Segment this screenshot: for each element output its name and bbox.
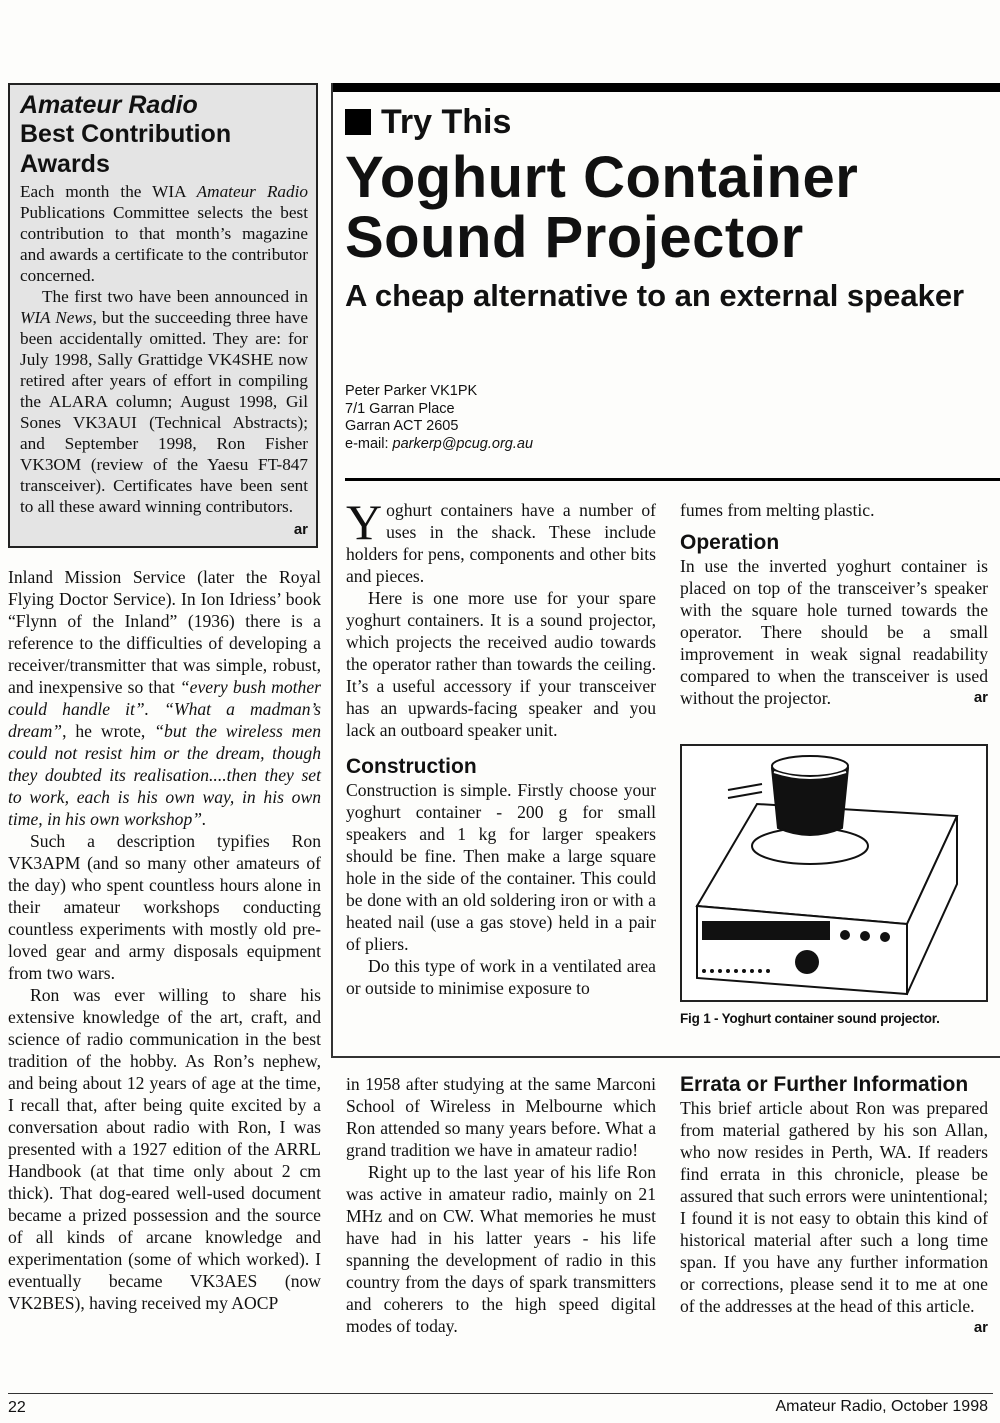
errata-paragraph [680, 1097, 988, 1336]
article-subhead: A cheap alternative to an external speaker [345, 278, 965, 313]
intro-paragraph-2: Here is one more use for your spare yoghurt containers. It is a sound projector, which projects the received audio towards the operator rather than towards the ceiling. It’s a useful accessory if your transceiver has an upwards-facing speaker and you lack an outboard speaker unit. [346, 588, 656, 740]
email-label: e-mail: [345, 435, 393, 452]
left-column [8, 566, 321, 1314]
awards-title-line2: Best Contribution [20, 120, 232, 148]
button-3 [880, 932, 890, 942]
article-byline [345, 383, 533, 453]
awards-p1-emphasis: Amateur Radio [196, 182, 308, 201]
awards-end-mark: ar [293, 521, 308, 538]
awards-paragraph-1 [20, 181, 308, 286]
article-end-mark: ar [973, 689, 988, 706]
container-base [772, 756, 848, 776]
page-number: 22 [8, 1399, 26, 1416]
article-top-rule [333, 83, 1000, 92]
construction-paragraph-2: Do this type of work in a ventilated area or outside to minimise exposure to [346, 956, 656, 998]
article-middle-column [346, 494, 656, 999]
errata-end-mark: ar [973, 1319, 988, 1336]
author-email [345, 436, 533, 454]
left-paragraph-2: Such a description typifies Ron VK3APM (and so many other amateurs of the day) who spent countless hours alone in their amateur workshops conducting countless experiments with mostly old pre-loved gear and army disposals equipment from two wars. [8, 831, 321, 983]
awards-p2-text-a: The first two have been announced in [42, 287, 308, 306]
errata-heading: Errata or Further Information [680, 1073, 969, 1096]
awards-title-line3: Awards [20, 150, 110, 178]
figure-1 [680, 744, 988, 1002]
display-panel [702, 921, 830, 940]
operation-paragraph [680, 555, 988, 709]
sound-line-2 [728, 792, 762, 798]
button-1 [840, 930, 850, 940]
errata-text: This brief article about Ron was prepared from material gathered by his son Allan, who now resides in Perth, WA. If readers find errata in this chronicle, please be assured that such errors were unintentional; I found it is not easy to obtain this kind of historical material after such a long time span. If you have any further information or corrections, please send it to me at one of the addresses at the head of this article. [680, 1098, 988, 1316]
article-border-left [331, 83, 333, 1058]
lower-mid-paragraph-2: Right up to the last year of his life Ron was active in amateur radio, mainly on 21 MHz and on CW. What memories he must have had in his latter years - his life spanning the development of radio in this country from the days of spark transmitters and coherers to the high speed digital modes of today. [346, 1162, 656, 1336]
article-border-bottom [331, 1056, 1000, 1058]
lower-middle-column [346, 1073, 656, 1337]
left-paragraph-1 [8, 566, 321, 830]
awards-p2-text-b: , but the succeeding three have been accidentally omitted. They are: for July 1998, Sally Grattidge VK4SHE now retired after years of effort in compiling the ALARA column; August 1998, Gil Sones VK3AUI (Technical Abstracts); and September 1998, Ron Fisher VK3OM (review of the Yaesu FT-847 transceiver). Certificates have been sent to all these award winning contributors. [20, 308, 308, 516]
awards-box [8, 83, 318, 548]
section-kicker [345, 100, 511, 144]
button-2 [860, 931, 870, 941]
byline-rule [345, 478, 1000, 481]
construction-heading: Construction [346, 755, 477, 778]
awards-p1-text-b: Publications Committee selects the best contribution to that month’s magazine and awards a certificate to the contributor concerned. [20, 203, 308, 285]
awards-body [20, 181, 308, 538]
figure-caption: Fig 1 - Yoghurt container sound projector. [680, 1011, 940, 1026]
left-p1-quote-1: “every bush mother could handle it”. [8, 677, 322, 719]
left-p1-text-b: , he wrote, [62, 721, 155, 741]
email-address: parkerp@pcug.org.au [392, 435, 534, 452]
headline-line-2: Sound Projector [345, 205, 804, 270]
awards-p2-emphasis: WIA News [20, 308, 93, 327]
article-right-column [680, 499, 988, 709]
awards-p1-text-a: Each month the WIA [20, 182, 197, 201]
construction-paragraph-1: Construction is simple. Firstly choose your yoghurt container - 200 g for small speakers and 1 kg for larger speakers should be fine. Then make a large square hole in the side of the container. This could be done with an old soldering iron or with a heated nail (use a gas stove) held in a pair of pliers. [346, 780, 656, 954]
awards-title-line1: Amateur Radio [20, 91, 198, 119]
lower-mid-paragraph-1: in 1958 after studying at the same Marconi School of Wireless in Melbourne which Ron attended so many years before. What a grand tradition we have in amateur radio! [346, 1074, 656, 1160]
tuning-knob [795, 950, 819, 974]
square-bullet-icon [345, 109, 371, 135]
lower-right-column [680, 1073, 988, 1339]
kicker-text: Try This [381, 103, 512, 141]
operation-text: In use the inverted yoghurt container is placed on top of the transceiver’s speaker with the square hole turned towards the operator. There should be a small improvement in weak signal readability compared to when the transceiver is used without the projector. [680, 556, 988, 708]
author-address-2: Garran ACT 2605 [345, 418, 459, 434]
left-p1-quote-3: “but the wireless men could not resist him or the dream, though they doubted its realisation....then they set to work, each is his own way, in his own time, in his own workshop”. [8, 721, 321, 829]
indicator-dots [702, 969, 770, 973]
left-p1-quote-2: “What a madman’s dream” [8, 699, 321, 741]
transceiver-with-projector-illustration [682, 746, 986, 1000]
footer-rule [8, 1393, 993, 1394]
intro-p1-text: oghurt containers have a number of uses in the shack. These include holders for pens, components and other bits and pieces. [346, 500, 656, 586]
author-name: Peter Parker VK1PK [345, 383, 478, 399]
author-address-1: 7/1 Garran Place [345, 400, 455, 417]
headline-line-1: Yoghurt Container [345, 145, 859, 210]
article-headline [345, 145, 859, 270]
sound-line-1 [728, 784, 762, 790]
drop-cap: Y [346, 494, 383, 550]
intro-paragraph-1 [346, 494, 656, 587]
fumes-paragraph: fumes from melting plastic. [680, 500, 875, 520]
operation-heading: Operation [680, 531, 780, 554]
left-p1-text: Inland Mission Service (later the Royal Flying Doctor Service). In Ion Idriess’ book “Flynn of the Inland” (1936) there is a reference to the difficulties of developing a receiver/transmitter that was simple, robust, and inexpensive so that [8, 567, 321, 697]
awards-paragraph-2 [20, 286, 308, 538]
left-paragraph-3: Ron was ever willing to share his extensive knowledge of the art, craft, and science of radio communication in the best tradition of the hobby. As Ron’s nephew, and being about 12 years of age at the time, I recall that, after being quite excited by a conversation about radio with Ron, I was presented with a 1927 edition of the ARRL Handbook (at that time only about 2 cm thick). That dog-eared well-used document became a prized possession and the source of all kinds of arcane knowledge and experimentation (some of which worked). I eventually became VK3AES (now VK2BES), having received my AOCP [8, 985, 321, 1313]
footer-publication: Amateur Radio, October 1998 [775, 1398, 988, 1415]
